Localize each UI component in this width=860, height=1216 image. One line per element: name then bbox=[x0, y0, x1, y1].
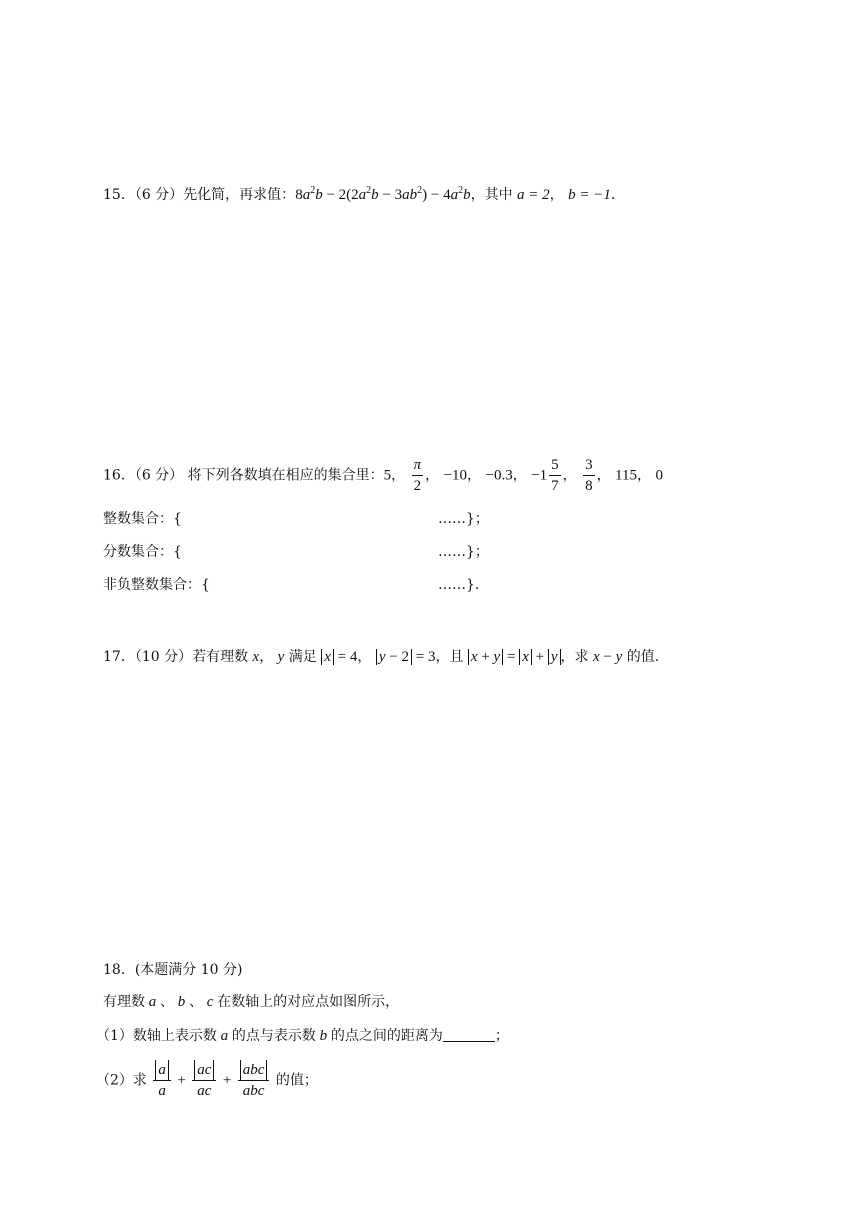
abs-ac-over-ac: $\frac{ac}{ac}$ bbox=[192, 1060, 216, 1101]
q17-text-4: ，求 bbox=[560, 649, 589, 665]
q15-prompt: 先化简，再求值： bbox=[183, 187, 296, 203]
integer-set-end: ……}； bbox=[438, 511, 489, 527]
question-16: 16．（6 分） 将下列各数填在相应的集合里：5， $\frac{\pi}{2}$ ， −10， −0.3， −1 $\frac{5}{7}$ ， $\frac{3}{8}$ ， 115， 0 bbox=[103, 457, 663, 494]
q18-part-2: （2）求 $\frac{a}{a}$ + $\frac{ac}{ac}$ + $\frac{\text{abc}}{\text{abc}}$ 的值； bbox=[96, 1062, 318, 1099]
abs-abc-over-abc: $\frac{\text{abc}}{\text{abc}}$ bbox=[238, 1060, 270, 1101]
q15-b-value: b = −1 bbox=[568, 187, 611, 203]
q15-end: ． bbox=[610, 187, 625, 203]
q17-number: 17． bbox=[103, 649, 135, 665]
q18-header: 18．(本题满分 10 分) bbox=[103, 962, 243, 978]
q16-num-0: 0 bbox=[655, 467, 663, 484]
q16-num-neg10: −10 bbox=[443, 467, 468, 484]
q17-condition-3: x + y = x + y bbox=[468, 649, 561, 665]
q16-fraction-3-over-8: $\frac{3}{8}$ bbox=[585, 457, 593, 494]
q18-intro: 有理数 a 、 b 、 c 在数轴上的对应点如图所示， bbox=[103, 994, 400, 1010]
question-15: 15．（6 分）先化简，再求值：$8a^2b - 2(2a^2b - 3ab^2) - 4a^2b$，其中 a = 2， b = −1． bbox=[103, 185, 625, 203]
q16-mixed-fraction: $\frac{5}{7}$ bbox=[551, 457, 559, 494]
q17-text-2: 满足 bbox=[288, 649, 317, 665]
q17-text-1: 若有理数 bbox=[192, 649, 249, 665]
fraction-set-end: ……}； bbox=[438, 544, 489, 560]
fraction-set-label: 分数集合：{ bbox=[103, 544, 182, 560]
integer-set-label: 整数集合：{ bbox=[103, 511, 182, 527]
q17-condition-1: x = 4 bbox=[321, 649, 357, 665]
q16-prompt: 将下列各数填在相应的集合里： bbox=[183, 467, 384, 484]
q15-number: 15． bbox=[103, 187, 135, 203]
abs-a-over-a: $\frac{a}{a}$ bbox=[153, 1060, 171, 1101]
q16-num-115: 115 bbox=[615, 467, 637, 484]
q16-number: 16． bbox=[103, 467, 135, 484]
q15-points: （6 分） bbox=[134, 187, 184, 203]
q16-mixed-whole: −1 bbox=[531, 467, 548, 484]
q17-text-5: 的值. bbox=[626, 649, 660, 665]
q16-num-5: 5 bbox=[383, 467, 392, 484]
q17-text-3: ，且 bbox=[435, 649, 464, 665]
q15-a-value: a = 2 bbox=[517, 187, 550, 203]
q18-part-1: （1）数轴上表示数 a 的点与表示数 b 的点之间的距离为 ； bbox=[96, 1028, 509, 1044]
nonneg-integer-set-label: 非负整数集合：{ bbox=[103, 577, 210, 593]
q17-target: x − y bbox=[592, 649, 623, 665]
question-17: 17．（10 分）若有理数 x， y 满足 x = 4， y − 2 = 3，且 x + y = x + y ，求 x − y 的值. bbox=[103, 649, 660, 665]
q17-points: （10 分） bbox=[134, 649, 193, 665]
q16-num-neg0-3: −0.3 bbox=[485, 467, 513, 484]
q15-expression: $8a^2b - 2(2a^2b - 3ab^2) - 4a^2b$ bbox=[295, 185, 471, 203]
answer-blank[interactable] bbox=[443, 1027, 495, 1042]
nonneg-integer-set-end: ……}． bbox=[438, 577, 489, 593]
q16-fraction-pi-over-2: $\frac{\pi}{2}$ bbox=[413, 457, 422, 494]
q17-condition-2: y − 2 = 3 bbox=[376, 649, 436, 665]
q16-points: （6 分） bbox=[134, 467, 184, 484]
q15-where: ，其中 bbox=[470, 187, 513, 203]
